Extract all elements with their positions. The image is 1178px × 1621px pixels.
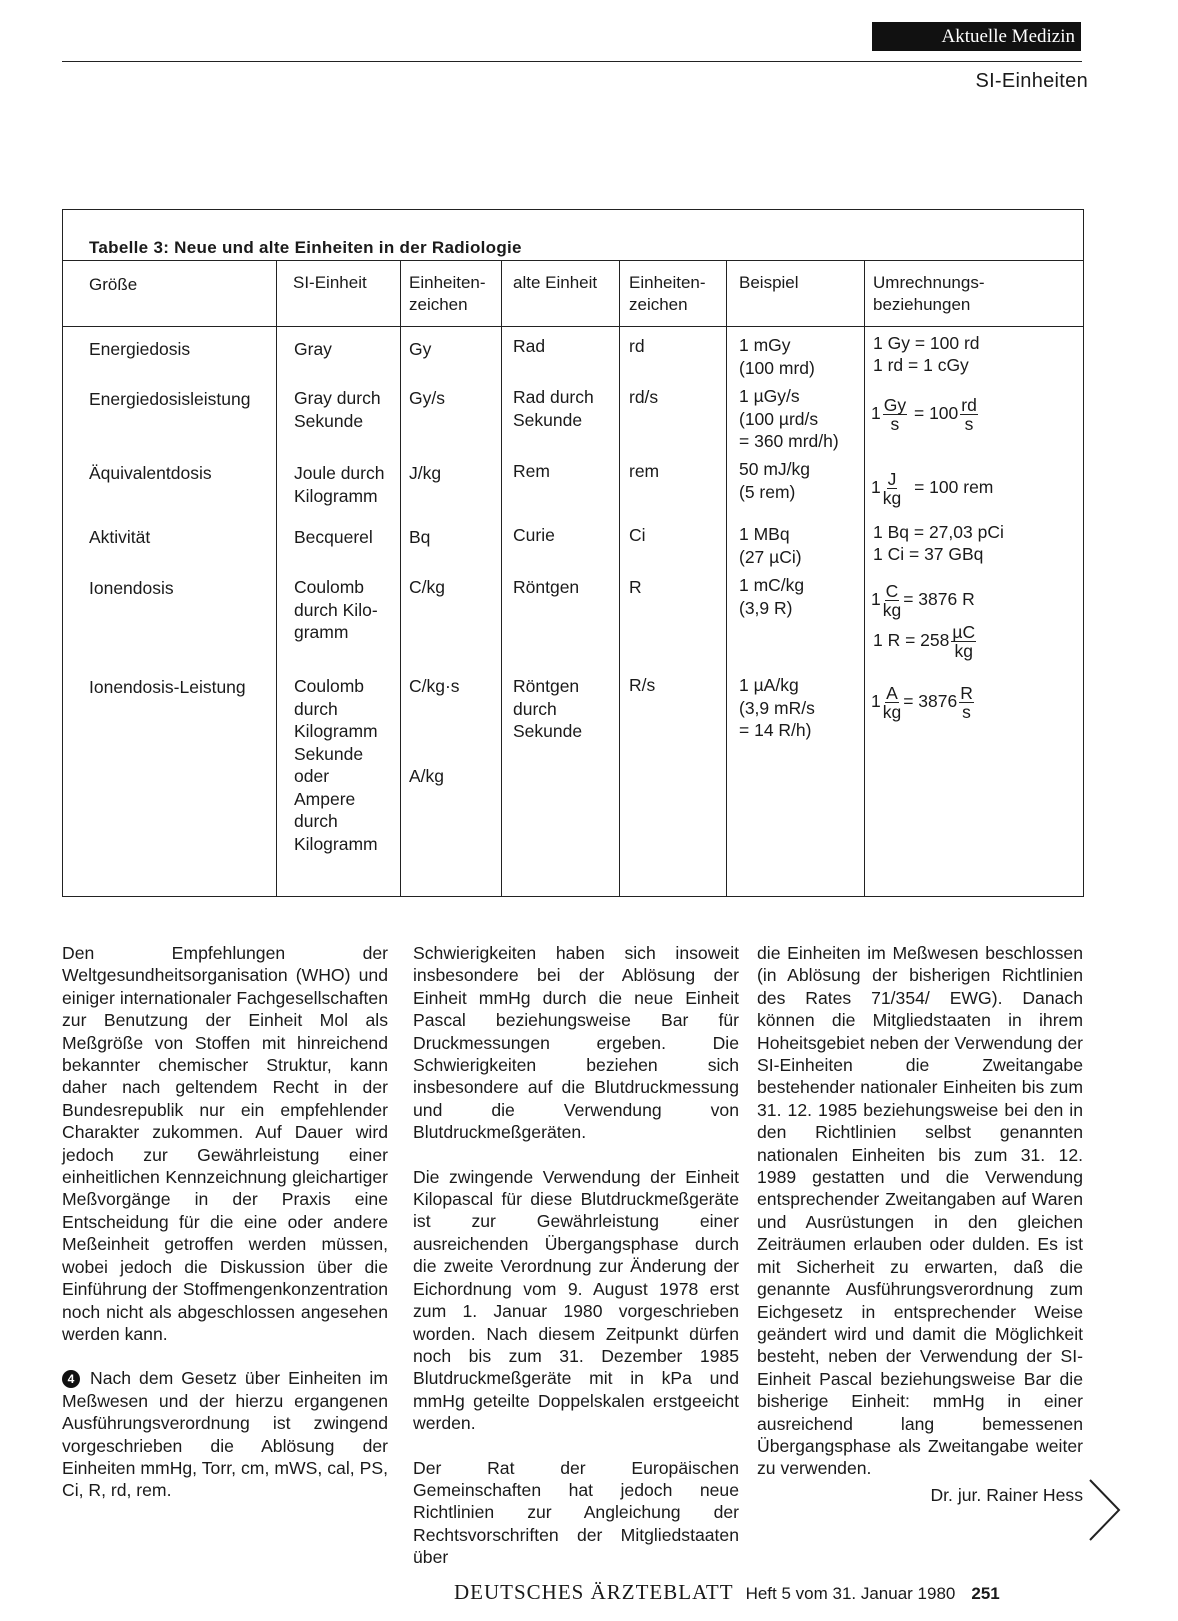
row-0-alt: Rad [513,336,546,356]
fraction [883,582,901,619]
row-5-beispiel: 1 µA/kg (3,9 mR/s = 14 R/h) [739,675,815,740]
row-4-alt: Röntgen [513,577,580,597]
frac-num: R [960,683,973,703]
paragraph: Die zwingende Verwendung der Einheit Kilopascal für diese Blutdruckmeßgeräte ist zur Gewährleistung einer ausreichenden Übergangsphase durch die zweite Verordnung zur Änderung der Eichordnung vom 9. August 1978 erst zum 1. Januar 1980 vorgeschrieben worden. Nach diesem Zeitpunkt dürfen noch bis zum 31. Dezember 1985 Blutdruckmeßgeräte mit in kPa und mmHg geteilte Doppelskalen erstgeeicht werden. [413,1166,739,1434]
row-1-groesse: Energiedosisleistung [89,389,251,409]
row-5-zeichen: C/kg·s [409,676,460,696]
fraction [883,396,907,433]
frac-lead: 1 [871,691,881,712]
row-0-groesse: Energiedosis [89,339,191,359]
row-4-si: Coulomb durch Kilo- gramm [294,577,378,642]
fraction [951,623,976,660]
row-1-beispiel: 1 µGy/s (100 µrd/s = 360 mrd/h) [739,386,839,451]
paragraph-text: Nach dem Gesetz über Einheiten im Meßwesen und der hierzu ergangenen Ausführungsverordnung ist zwingend vorgeschrieben die Ablösung der Einheiten mmHg, Torr, cm, mWS, cal, PS, Ci, R, rd, rem. [62,1368,388,1501]
row-0-umrechnung-1: 1 Gy = 100 rd [873,333,980,353]
units-table [62,209,1084,897]
page-footer [454,1580,1000,1605]
frac-den: kg [882,600,902,620]
row-2-umrechnung [871,470,993,507]
frac-den: s [964,414,974,434]
col-divider [501,260,502,896]
row-2-si: Joule durch Kilogramm [294,463,385,506]
continue-arrow-icon [1088,1478,1122,1542]
fraction [883,470,901,507]
row-4-zeichen: C/kg [409,577,445,597]
table-title: Tabelle 3: Neue und alte Einheiten in der Radiologie [89,238,522,257]
col-divider [864,260,865,896]
frac-den: kg [882,702,902,722]
row-0-zeichen: Gy [409,339,432,359]
frac-den: kg [882,488,902,508]
frac-num: Gy [883,395,907,415]
row-5-altzeichen: R/s [629,675,656,695]
col-header-si: SI-Einheit [293,273,367,292]
col-divider [400,260,401,896]
section-tag: Aktuelle Medizin [872,22,1081,51]
table-rule-top [63,260,1083,261]
frac-eq: = 100 [913,403,959,424]
row-0-altzeichen: rd [629,336,645,356]
frac-num: A [886,683,898,703]
frac-den: kg [954,641,973,661]
col-divider [276,260,277,896]
header-subtitle: SI-Einheiten [975,70,1088,92]
row-4-beispiel: 1 mC/kg (3,9 R) [739,575,805,618]
row-3-groesse: Aktivität [89,527,151,547]
row-3-umrechnung-2: 1 Ci = 37 GBq [873,544,984,564]
row-0-umrechnung-2: 1 rd = 1 cGy [873,355,969,375]
paragraph: Schwierigkeiten haben sich insoweit insbesondere bei der Ablösung der Einheit mmHg durch die neue Einheit Pascal beziehungsweise Bar für Druckmessungen ergeben. Die Schwierigkeiten beziehen sich insbesondere auf die Blutdruckmessung und die Verwendung von Blutdruckmeßgeräten. [413,943,739,1143]
row-3-umrechnung-1: 1 Bq = 27,03 pCi [873,522,1004,542]
paragraph: Der Rat der Europäischen Gemeinschaften hat jedoch neue Richtlinien zur Angleichung der Rechtsvorschriften der Mitgliedstaaten über [413,1457,739,1568]
frac-den: s [890,414,900,434]
fraction [883,684,901,721]
row-5-si: Coulomb durch Kilogramm Sekunde oder Ampere durch Kilogramm [294,676,378,854]
section-number-badge: 4 [62,1370,80,1388]
frac-eq: = 100 rem [914,477,994,498]
fraction [959,684,974,721]
paragraph: Den Empfehlungen der Weltgesundheitsorganisation (WHO) und einiger internationaler Fachgesellschaften zur Benutzung der Einheit Mol als Meßgröße von Stoffen mit hinreichend bekannter chemischer Struktur, kann daher nach geltendem Recht in der Bundesrepublik nur ein empfehlender Charakter zukommen. Auf Dauer wird jedoch zur Gewährleistung einer einheitlichen Kennzeichnung gleichartiger Meßvorgänge in der Praxis eine Entscheidung für die eine oder andere Meßeinheit getroffen werden müssen, wobei jedoch die Diskussion über die Einführung der Stoffmengenkonzentration noch nicht als abgeschlossen angesehen werden kann. [62,943,388,1344]
row-5-zeichen-2: A/kg [409,766,445,786]
text-column-1 [62,942,388,1524]
row-1-zeichen: Gy/s [409,388,445,408]
issue-info: Heft 5 vom 31. Januar 1980 [745,1584,956,1603]
frac-lead: 1 [871,589,881,610]
author: Dr. jur. Rainer Hess [930,1484,1083,1505]
row-4-groesse: Ionendosis [89,578,174,598]
row-3-zeichen: Bq [409,527,431,547]
row-4-altzeichen: R [629,577,642,597]
row-3-beispiel: 1 MBq (27 µCi) [739,524,802,567]
row-4-umrechnung-1 [871,582,975,619]
col-divider [619,260,620,896]
row-3-alt: Curie [513,525,555,545]
col-header-zeichen: Einheiten- zeichen [409,273,486,314]
paragraph [62,1367,388,1501]
row-2-zeichen: J/kg [409,463,442,483]
row-0-si: Gray [294,339,332,359]
col-header-altzeichen: Einheiten- zeichen [629,273,706,314]
row-5-groesse: Ionendosis-Leistung [89,677,246,697]
row-1-altzeichen: rd/s [629,387,659,407]
frac-num: rd [961,395,977,415]
row-3-si: Becquerel [294,527,373,547]
row-5-alt: Röntgen durch Sekunde [513,676,583,741]
table-rule-header [63,326,1083,327]
row-2-beispiel: 50 mJ/kg (5 rem) [739,459,810,502]
row-1-alt: Rad durch Sekunde [513,387,594,430]
frac-num: C [885,581,899,601]
fraction [960,396,978,433]
row-3-altzeichen: Ci [629,525,646,545]
col-header-alt: alte Einheit [513,273,598,292]
row-2-altzeichen: rem [629,461,660,481]
header-rule [62,61,1082,62]
frac-num: µC [952,622,976,642]
frac-eq: = 3876 [903,691,958,712]
row-1-umrechnung [871,396,980,433]
text-column-3 [757,942,1083,1506]
text-column-2 [413,942,739,1591]
page-number: 251 [971,1584,1000,1603]
journal-name: DEUTSCHES ÄRZTEBLATT [454,1580,734,1604]
row-1-si: Gray durch Sekunde [294,388,381,431]
row-2-alt: Rem [513,461,550,481]
paragraph: die Einheiten im Meßwesen beschlossen (in Ablösung der bisherigen Richtlinien des Rates 71/354/ EWG). Danach können die Mitgliedstaaten in ihrem Hoheitsgebiet neben der Verwendung der SI-Einheiten die Zweitangabe bestehender nationaler Einheiten bis zum 31. 12. 1985 beziehungsweise bei den in den Richtlinien selbst genannten nationalen Einheiten bis zum 31. 12. 1989 gestatten und die Verwendung entsprechender Zweitangaben auf Waren und Ausrüstungen in den gleichen Zeiträumen erlauben oder dulden. Es ist mit Sicherheit zu erwarten, daß die genannte Ausführungsverordnung zum Eichgesetz in entsprechender Weise geändert wird und damit die Möglichkeit besteht, neben der Verwendung der SI-Einheit Pascal beziehungsweise Bar die bisherige Einheit: mmHg in einer ausreichend lang bemessenen Übergangsphase als Zweitangabe weiter zu verwenden. [757,943,1083,1479]
col-header-umrechnung: Umrechnungs- beziehungen [873,273,985,314]
frac-eq: = 3876 R [903,589,975,610]
row-2-groesse: Äquivalentdosis [89,463,212,483]
row-0-beispiel: 1 mGy (100 mrd) [739,335,815,378]
col-header-beispiel: Beispiel [739,273,799,292]
frac-den: s [962,702,971,722]
frac-lead: 1 [871,403,881,424]
frac-lead: 1 [871,477,881,498]
frac-lead: 1 R = 258 [873,630,950,651]
row-5-umrechnung [871,684,976,721]
col-header-groesse: Größe [89,275,138,294]
row-4-umrechnung-2 [873,623,978,660]
col-divider [726,260,727,896]
frac-num: J [887,469,897,489]
